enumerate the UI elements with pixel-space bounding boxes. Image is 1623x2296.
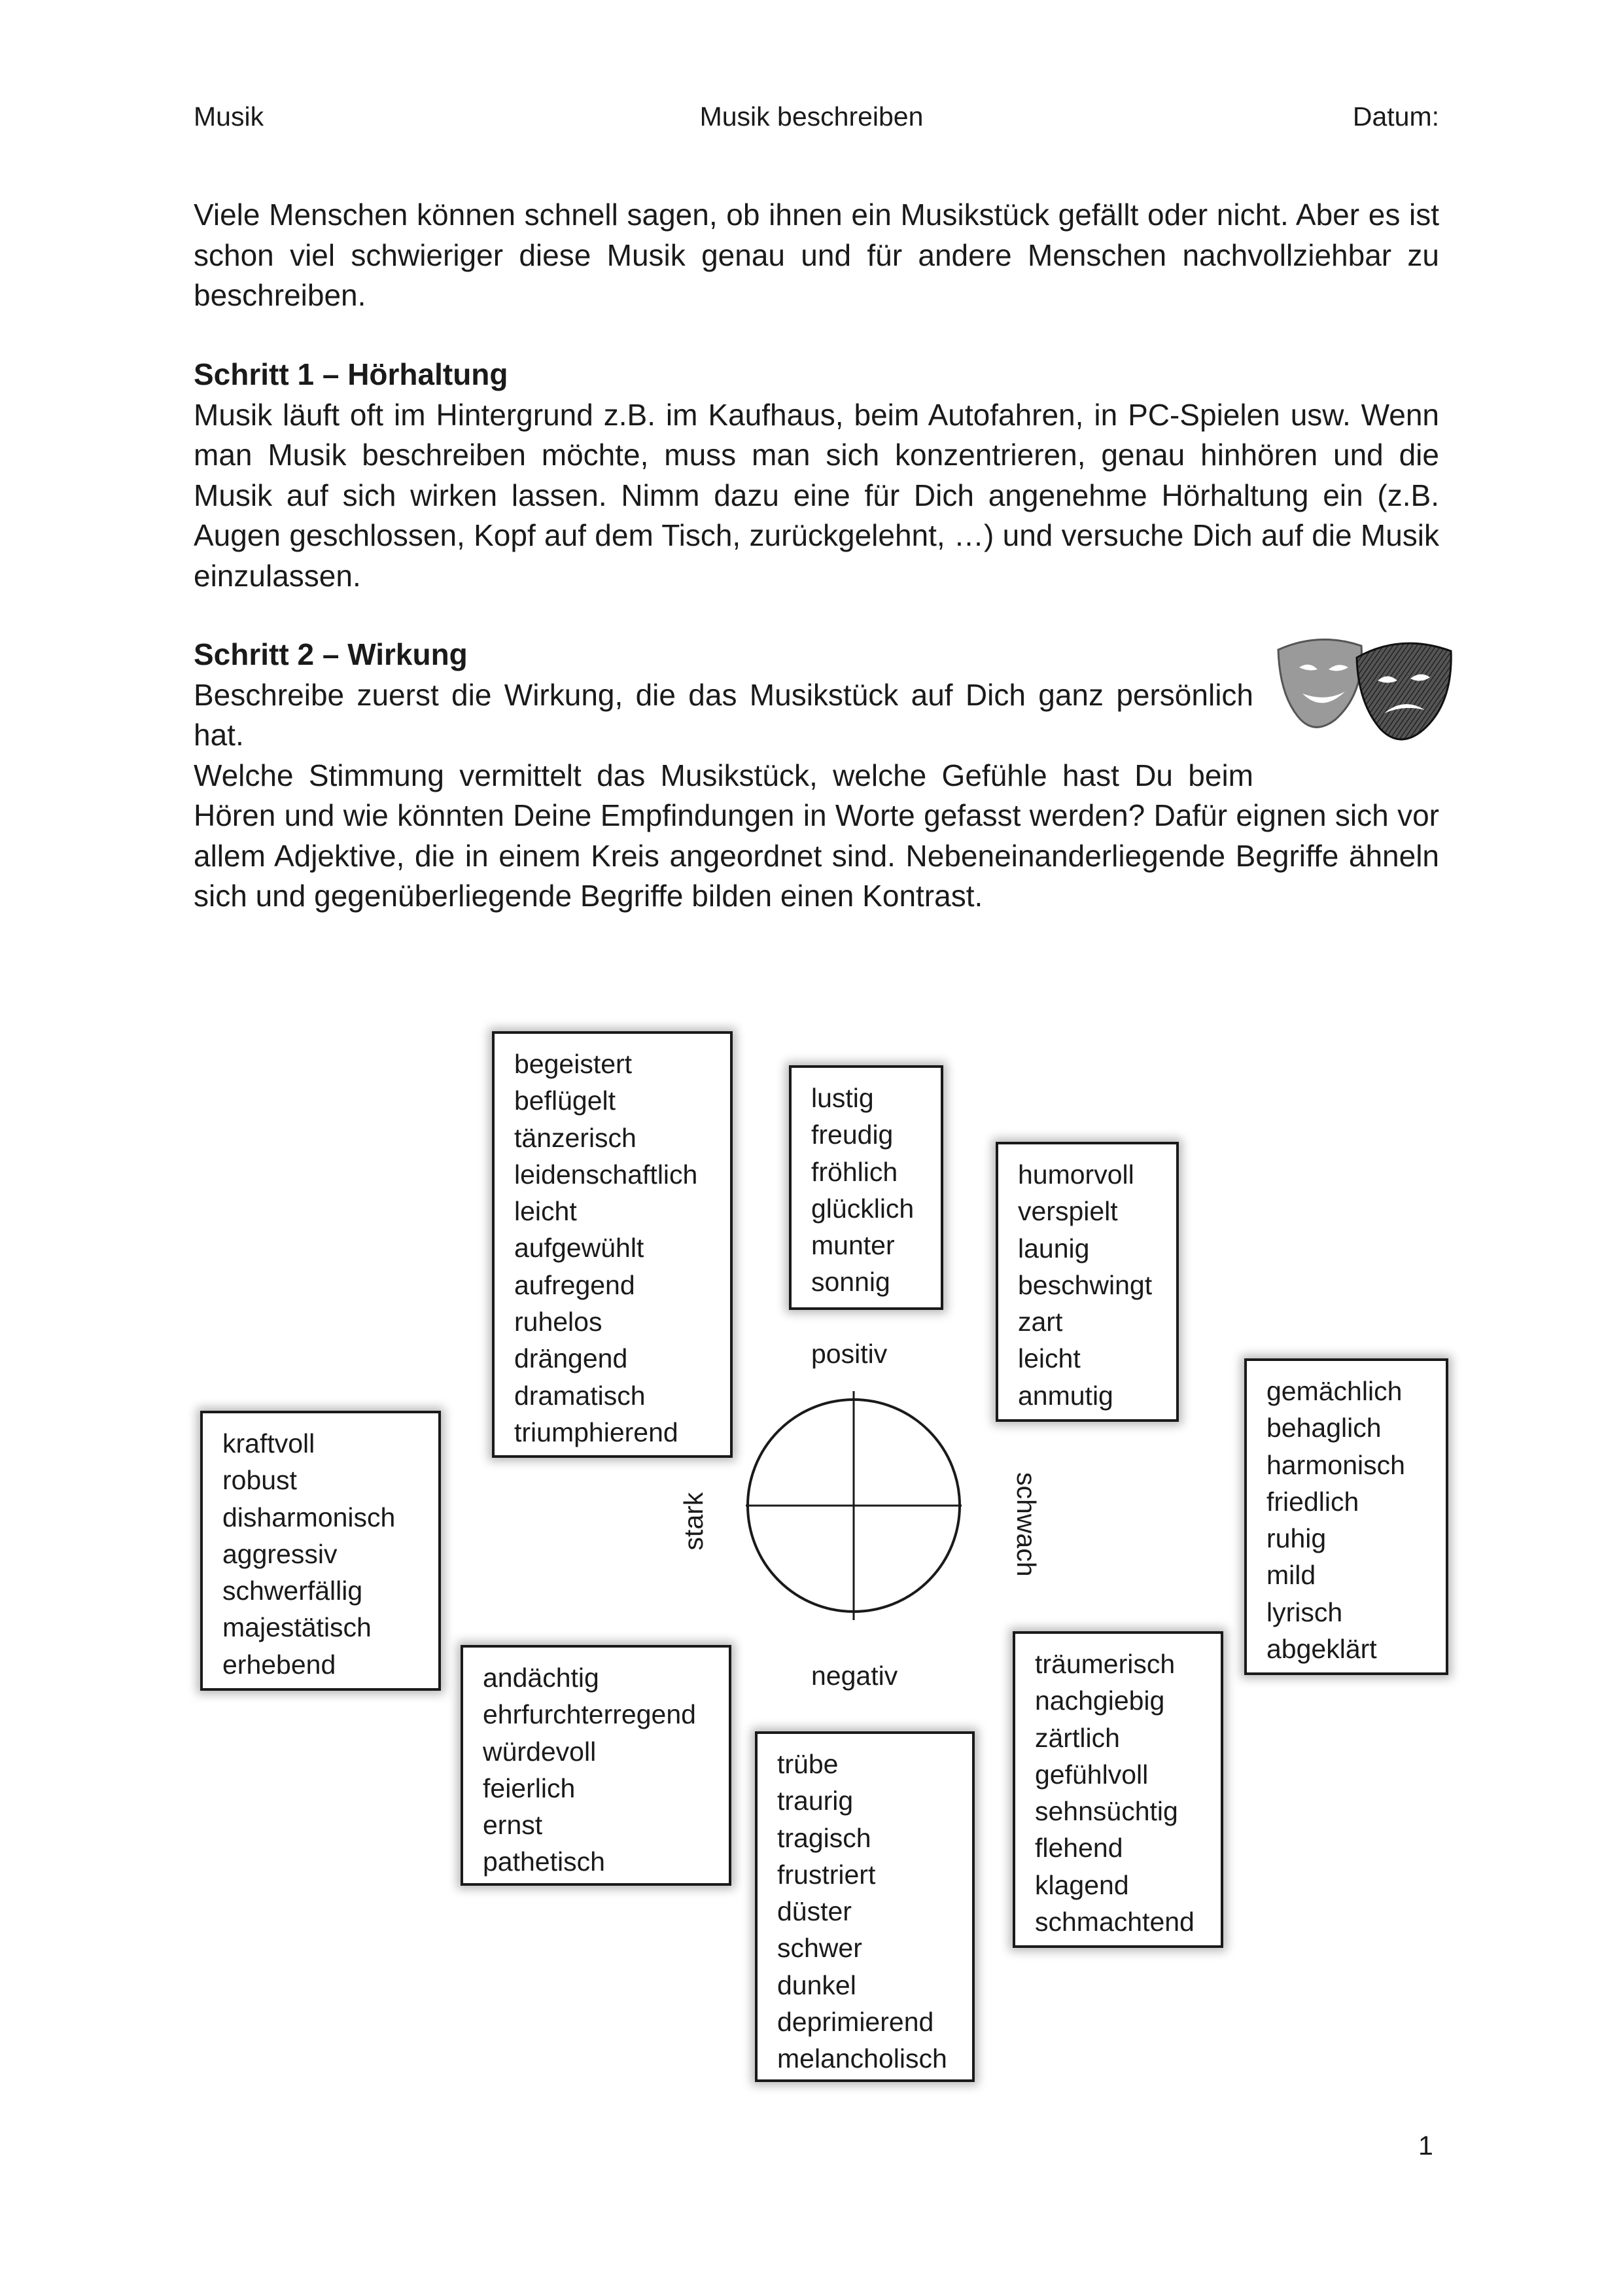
adjective: launig bbox=[1018, 1233, 1090, 1263]
adjective: flehend bbox=[1035, 1833, 1123, 1863]
adjective-list bbox=[777, 1746, 972, 2077]
adjective: ruhig bbox=[1266, 1523, 1327, 1554]
adjective: dunkel bbox=[777, 1969, 856, 2000]
step2-line2: Welche Stimmung vermittelt das Musikstück, welche Gefühle hast Du beim bbox=[194, 758, 1253, 792]
adjective: friedlich bbox=[1266, 1486, 1359, 1517]
adjective: anmutig bbox=[1018, 1380, 1113, 1411]
adjective: dramatisch bbox=[514, 1380, 646, 1411]
step1-heading: Schritt 1 – Hörhaltung bbox=[194, 357, 508, 391]
adjective: gemächlich bbox=[1266, 1376, 1403, 1406]
adjective: würdevoll bbox=[483, 1736, 597, 1767]
adjective: humorvoll bbox=[1018, 1159, 1134, 1190]
step2-line1: Beschreibe zuerst die Wirkung, die das Musikstück auf Dich ganz persönlich hat. bbox=[194, 677, 1253, 752]
adjective: ernst bbox=[483, 1810, 543, 1841]
header-date-label: Datum: bbox=[1352, 101, 1439, 132]
adjective: aufregend bbox=[514, 1269, 635, 1300]
adjective: traurig bbox=[777, 1786, 854, 1816]
adjective: beflügelt bbox=[514, 1086, 616, 1116]
adjective: begeistert bbox=[514, 1049, 633, 1079]
adjective: lyrisch bbox=[1266, 1597, 1343, 1627]
step2-section bbox=[194, 635, 1439, 917]
intro-text: Viele Menschen können schnell sagen, ob ihnen ein Musikstück gefällt oder nicht. Aber es ist schon viel schwieriger diese Musik genau und für andere Menschen nachvollziehbar zu beschreiben. bbox=[194, 198, 1439, 312]
adjective: trübe bbox=[777, 1749, 839, 1779]
adjective-box-7 bbox=[461, 1645, 731, 1886]
adjective: verspielt bbox=[1018, 1196, 1118, 1227]
adjective: beschwingt bbox=[1018, 1269, 1153, 1300]
adjective: schmachtend bbox=[1035, 1907, 1195, 1937]
header-title: Musik beschreiben bbox=[699, 101, 924, 132]
adjective: drängend bbox=[514, 1343, 628, 1374]
adjective-box-5 bbox=[1013, 1631, 1223, 1948]
step2-heading: Schritt 2 – Wirkung bbox=[194, 637, 468, 671]
adjective: glücklich bbox=[811, 1193, 915, 1224]
adjective-list bbox=[1035, 1646, 1221, 1940]
axis-label-left: stark bbox=[678, 1492, 708, 1551]
adjective: aggressiv bbox=[222, 1538, 338, 1569]
axis-label-top: positiv bbox=[811, 1339, 888, 1369]
adjective-box-3 bbox=[996, 1142, 1179, 1422]
adjective: abgeklärt bbox=[1266, 1634, 1377, 1665]
adjective: nachgiebig bbox=[1035, 1686, 1165, 1716]
adjective-list bbox=[811, 1080, 941, 1301]
adjective: majestätisch bbox=[222, 1612, 372, 1643]
axis-label-right: schwach bbox=[1011, 1472, 1041, 1577]
adjective: andächtig bbox=[483, 1663, 599, 1693]
axis-label-bottom: negativ bbox=[811, 1661, 898, 1691]
adjective: zärtlich bbox=[1035, 1722, 1120, 1753]
adjective: melancholisch bbox=[777, 2043, 947, 2074]
mood-circle-diagram bbox=[746, 1391, 962, 1620]
adjective-box-8 bbox=[200, 1411, 441, 1691]
adjective-box-2 bbox=[789, 1065, 943, 1310]
adjective: sehnsüchtig bbox=[1035, 1796, 1178, 1827]
adjective: munter bbox=[811, 1230, 895, 1261]
adjective: disharmonisch bbox=[222, 1502, 396, 1532]
adjective: träumerisch bbox=[1035, 1649, 1176, 1679]
adjective: schwerfällig bbox=[222, 1576, 363, 1606]
adjective: behaglich bbox=[1266, 1413, 1382, 1443]
adjective: leidenschaftlich bbox=[514, 1159, 698, 1190]
adjective: ehrfurchterregend bbox=[483, 1699, 696, 1730]
adjective-box-4 bbox=[1244, 1358, 1448, 1675]
adjective: pathetisch bbox=[483, 1846, 605, 1877]
page-number: 1 bbox=[1418, 2130, 1433, 2161]
adjective-box-6 bbox=[755, 1731, 975, 2082]
adjective: freudig bbox=[811, 1120, 894, 1150]
adjective-list bbox=[1018, 1156, 1176, 1414]
step1-text: Musik läuft oft im Hintergrund z.B. im Kaufhaus, beim Autofahren, in PC-Spielen usw. Wenn man Musik beschreiben möchte, muss man sich konzentrieren, genau hinhören und die Musik auf sich wirken lassen. Nimm dazu eine für Dich angenehme Hörhaltung ein (z.B. Augen geschlossen, Kopf auf dem Tisch, zurückgelehnt, …) und versuche Dich auf die Musik einzulassen. bbox=[194, 397, 1439, 593]
adjective: gefühlvoll bbox=[1035, 1759, 1149, 1790]
adjective: frustriert bbox=[777, 1859, 876, 1890]
adjective: harmonisch bbox=[1266, 1449, 1405, 1480]
adjective: klagend bbox=[1035, 1869, 1129, 1900]
adjective-list bbox=[222, 1425, 438, 1683]
adjective: mild bbox=[1266, 1560, 1316, 1591]
adjective: fröhlich bbox=[811, 1156, 898, 1187]
adjective-list bbox=[1266, 1373, 1446, 1667]
adjective: feierlich bbox=[483, 1773, 576, 1803]
header-subject: Musik bbox=[194, 101, 264, 132]
adjective: leicht bbox=[1018, 1343, 1081, 1374]
adjective-list bbox=[514, 1046, 730, 1451]
adjective: tragisch bbox=[777, 1822, 871, 1853]
adjective: düster bbox=[777, 1896, 852, 1927]
adjective: deprimierend bbox=[777, 2007, 934, 2038]
step1-section bbox=[194, 355, 1439, 596]
adjective: sonnig bbox=[811, 1267, 890, 1298]
adjective: robust bbox=[222, 1465, 297, 1496]
adjective-list bbox=[483, 1659, 729, 1881]
adjective: ruhelos bbox=[514, 1307, 602, 1337]
adjective: leicht bbox=[514, 1196, 577, 1227]
adjective: tänzerisch bbox=[514, 1122, 637, 1153]
theater-masks-icon bbox=[1273, 631, 1456, 749]
adjective: aufgewühlt bbox=[514, 1233, 644, 1263]
adjective: erhebend bbox=[222, 1649, 336, 1680]
adjective-box-1 bbox=[492, 1031, 733, 1458]
adjective: lustig bbox=[811, 1083, 874, 1113]
adjective: kraftvoll bbox=[222, 1428, 315, 1458]
step2-text: Hören und wie könnten Deine Empfindungen in Worte gefasst werden? Dafür eignen sich vor allem Adjektive, die in einem Kreis angeordnet sind. Nebeneinanderliegende Begriffe ähneln sich und gegenüberliegende Begriffe bilden einen Kontrast. bbox=[194, 798, 1439, 913]
adjective: triumphierend bbox=[514, 1417, 678, 1447]
adjective: schwer bbox=[777, 1933, 862, 1964]
intro-paragraph bbox=[194, 195, 1439, 316]
adjective: zart bbox=[1018, 1307, 1063, 1337]
